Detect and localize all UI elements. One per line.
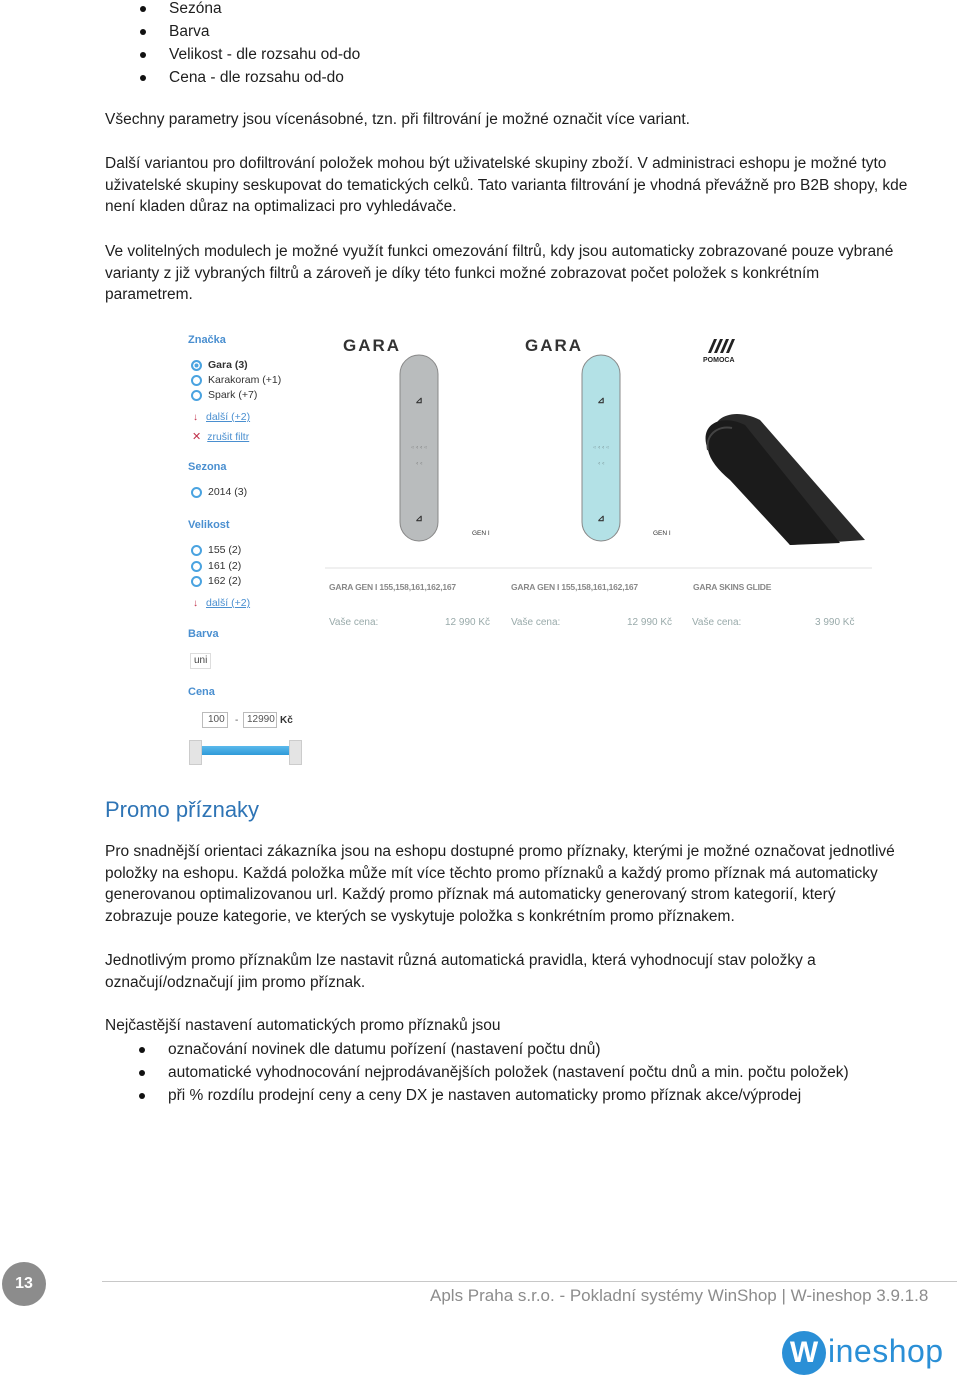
product-name[interactable]: GARA GEN I 155,158,161,162,167	[511, 582, 638, 592]
paragraph-promo-rules: Jednotlivým promo příznakům lze nastavit různá automatická pravidla, která vyhodnocují stav položky a označují/odznačují jim promo příznak.	[105, 952, 816, 991]
radio-icon[interactable]	[191, 545, 202, 556]
product-price: 3 990 Kč	[815, 617, 855, 628]
bullet-icon	[140, 6, 146, 12]
filter-option[interactable]: 2014 (3)	[191, 485, 247, 499]
list-item: Cena - dle rozsahu od-do	[105, 66, 360, 89]
arrow-down-icon: ↓	[193, 598, 198, 609]
gara-logo	[343, 336, 401, 355]
paragraph-promo-list-intro: Nejčastější nastavení automatických promo příznaků jsou	[105, 1017, 501, 1034]
svg-text:⁖ ⁖ ⁖ ⁖: ⁖ ⁖ ⁖ ⁖	[411, 445, 427, 451]
list-item: Velikost - dle rozsahu od-do	[105, 43, 360, 66]
paragraph-filter-modules: Ve volitelných modulech je možné využít funkci omezování filtrů, kdy jsou automaticky zobrazované pouze vybrané varianty z již vybraných filtrů a zároveň je díky této funkci možné zobrazovat počet položek s konkrétním parametrem.	[105, 243, 894, 303]
list-item: označování novinek dle datumu pořízení (nastavení počtu dnů)	[41, 1038, 941, 1061]
svg-text:⊿: ⊿	[597, 395, 605, 405]
filter-color-title: Barva	[188, 628, 219, 640]
price-unit: Kč	[280, 715, 293, 726]
filter-panel	[180, 325, 310, 770]
slider-handle-min[interactable]	[189, 740, 202, 765]
close-icon: ✕	[192, 431, 202, 443]
page-number-badge: 13	[2, 1262, 46, 1306]
svg-text:⁖ ⁖ ⁖ ⁖: ⁖ ⁖ ⁖ ⁖	[593, 445, 609, 451]
price-slider[interactable]	[189, 740, 302, 765]
filter-option[interactable]: Karakoram (+1)	[191, 373, 281, 387]
svg-text:GARA: GARA	[343, 336, 402, 355]
filter-option[interactable]: Gara (3)	[191, 358, 248, 372]
footer-divider	[102, 1281, 957, 1282]
radio-icon[interactable]	[191, 375, 202, 386]
radio-icon[interactable]	[191, 576, 202, 587]
more-sizes-link[interactable]: ↓ další (+2)	[193, 597, 251, 609]
wineshop-logo	[782, 1331, 954, 1375]
price-to-input[interactable]: 12990	[243, 712, 277, 728]
svg-text:GEN I: GEN I	[472, 530, 490, 537]
price-label: Vaše cena:	[329, 617, 379, 628]
product-name[interactable]: GARA SKINS GLIDE	[693, 582, 772, 592]
radio-checked-icon[interactable]	[191, 360, 202, 371]
radio-icon[interactable]	[191, 561, 202, 572]
paragraph-params: Všechny parametry jsou vícenásobné, tzn. při filtrování je možné označit více variant.	[105, 111, 690, 128]
arrow-down-icon: ↓	[193, 412, 198, 423]
svg-text:POMOCA: POMOCA	[703, 357, 735, 364]
section-heading: Promo příznaky	[105, 797, 260, 822]
footer-text: Apls Praha s.r.o. - Pokladní systémy WinShop | W-ineshop 3.9.1.8	[430, 1286, 929, 1305]
svg-text:⊿: ⊿	[415, 395, 423, 405]
price-separator: -	[235, 715, 239, 726]
list-item: Sezóna	[105, 0, 360, 20]
product-name[interactable]: GARA GEN I 155,158,161,162,167	[329, 582, 456, 592]
svg-text:GEN I: GEN I	[653, 530, 671, 537]
svg-text:⊿: ⊿	[415, 513, 423, 523]
promo-bullet-list	[41, 1038, 941, 1107]
price-label: Vaše cena:	[511, 617, 561, 628]
bullet-icon	[140, 52, 146, 58]
list-item: automatické vyhodnocování nejprodávanějších položek (nastavení počtu dnů a min. počtu položek)	[41, 1061, 941, 1084]
bullet-icon	[139, 1070, 145, 1076]
svg-text:⊿: ⊿	[597, 513, 605, 523]
filter-size-title: Velikost	[188, 519, 230, 531]
pomoca-logo	[703, 339, 735, 364]
list-item: Barva	[105, 20, 360, 43]
filter-price-title: Cena	[188, 686, 215, 698]
snowboard-image[interactable]	[400, 355, 438, 541]
filter-option[interactable]: 162 (2)	[191, 574, 241, 588]
price-label: Vaše cena:	[692, 617, 742, 628]
list-item: při % rozdílu prodejní ceny a ceny DX je nastaven automaticky promo příznak akce/výprodej	[41, 1084, 941, 1107]
paragraph-promo-intro: Pro snadnější orientaci zákazníka jsou na eshopu dostupné promo příznaky, kterými je možné označovat jednotlivé položky na eshopu. Každá položka může mít více těchto promo příznaků a každý promo příznak má automaticky generovanou optimalizovanou url. Každý promo příznak má automaticky generovaný strom kategorií, který zobrazuje pouze kategorie, ve kterých se vyskytuje položka s konkrétním promo příznakem.	[105, 843, 895, 925]
bullet-icon	[140, 29, 146, 35]
bullet-icon	[139, 1093, 145, 1099]
filter-option[interactable]: 161 (2)	[191, 559, 241, 573]
filter-option[interactable]: 155 (2)	[191, 543, 241, 557]
svg-text:⁖ ⁖: ⁖ ⁖	[597, 461, 605, 467]
radio-icon[interactable]	[191, 487, 202, 498]
snowboard-image[interactable]	[582, 355, 620, 541]
filter-brand-title: Značka	[188, 334, 226, 346]
clear-filter-link[interactable]: ✕ zrušit filtr	[192, 431, 250, 443]
filter-option[interactable]: Spark (+7)	[191, 388, 257, 402]
product-price: 12 990 Kč	[445, 617, 491, 628]
gara-logo: GARA	[525, 336, 584, 355]
slider-range	[202, 746, 290, 755]
color-chip[interactable]: uni	[190, 653, 211, 669]
radio-icon[interactable]	[191, 390, 202, 401]
top-bullet-list	[41, 0, 360, 89]
bullet-icon	[139, 1047, 145, 1053]
filter-season-title: Sezona	[188, 461, 227, 473]
bullet-icon	[140, 75, 146, 81]
product-price: 12 990 Kč	[627, 617, 673, 628]
climbing-skin-image[interactable]	[706, 414, 865, 545]
svg-text:⁖ ⁖: ⁖ ⁖	[415, 461, 423, 467]
more-brands-link[interactable]: ↓ další (+2)	[193, 411, 251, 423]
price-from-input[interactable]: 100	[202, 712, 228, 728]
logo-text: ineshop	[828, 1333, 944, 1369]
slider-handle-max[interactable]	[289, 740, 302, 765]
logo-w-icon: W	[782, 1331, 826, 1375]
paragraph-user-groups: Další variantou pro dofiltrování položek mohou být uživatelské skupiny zboží. V administraci eshopu je možné tyto uživatelské skupiny seskupovat do tematických celků. Tato varianta filtrování je vhodná převážně pro B2B shopy, kde není kladen důraz na optimalizaci pro vyhledávače.	[105, 155, 908, 215]
